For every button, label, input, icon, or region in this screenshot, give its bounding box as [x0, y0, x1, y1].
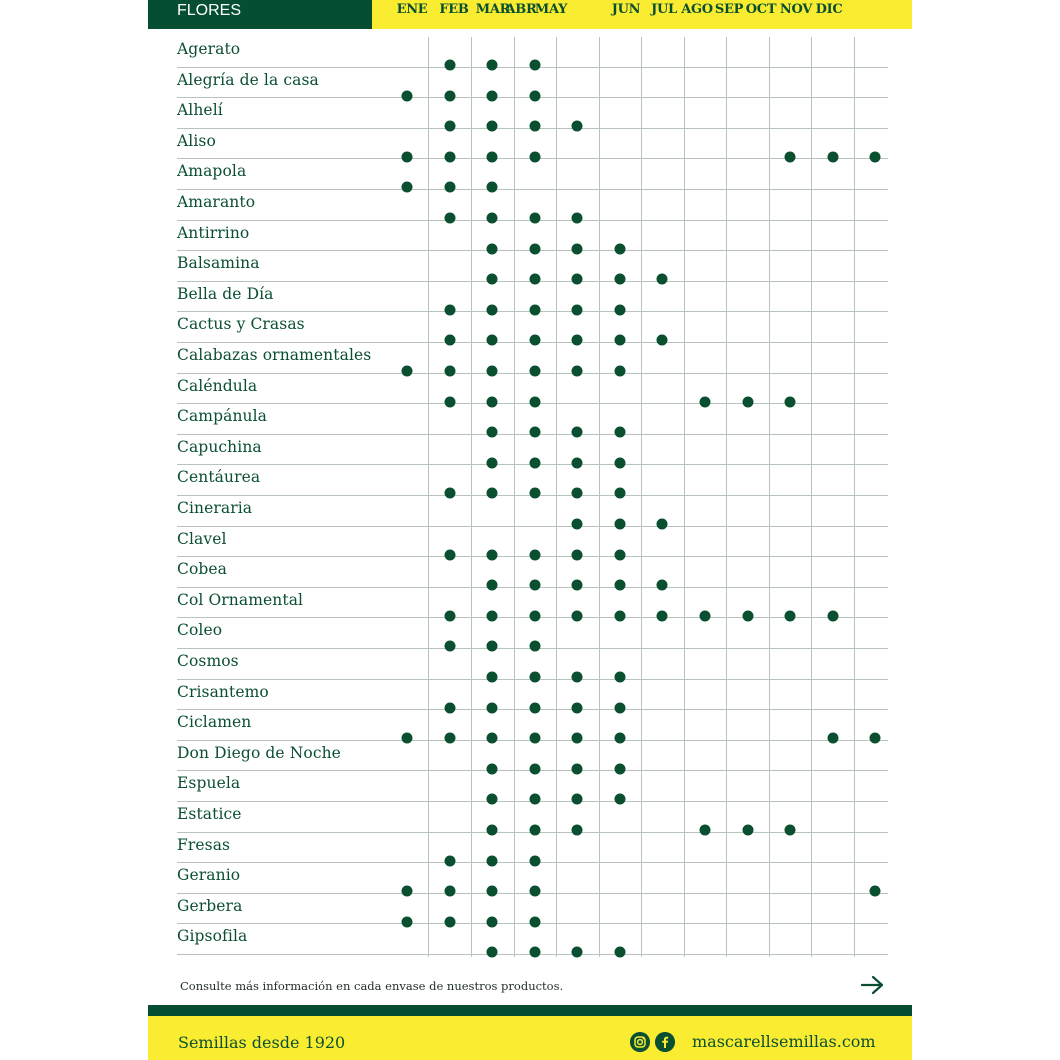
- instagram-icon[interactable]: [630, 1032, 650, 1052]
- month-label-abr: ABR: [505, 2, 537, 17]
- sowing-dot-feb: [445, 59, 456, 70]
- sowing-dot-abr: [530, 243, 541, 254]
- flower-name: Aliso: [177, 131, 216, 150]
- sowing-dot-jun: [615, 947, 626, 958]
- sowing-dot-mar: [487, 671, 498, 682]
- sowing-dot-jun: [615, 580, 626, 591]
- sowing-dot-ago: [700, 824, 711, 835]
- sowing-dot-may: [572, 549, 583, 560]
- flower-name: Calabazas ornamentales: [177, 346, 372, 364]
- sowing-dot-may: [572, 488, 583, 499]
- flower-name: Amapola: [177, 162, 247, 181]
- sowing-dot-mar: [487, 733, 498, 744]
- flower-name: Capuchina: [177, 437, 262, 456]
- sowing-dot-mar: [487, 304, 498, 315]
- sowing-calendar-sheet: [148, 0, 912, 1060]
- month-label-mar: MAR: [475, 2, 511, 17]
- sowing-dot-jun: [615, 457, 626, 468]
- flores-title: FLORES: [148, 0, 372, 29]
- sowing-dot-jun: [615, 733, 626, 744]
- sowing-dot-jun: [615, 304, 626, 315]
- sowing-dot-ene: [402, 916, 413, 927]
- sowing-dot-abr: [530, 304, 541, 315]
- sowing-dot-mar: [487, 365, 498, 376]
- sowing-dot-ago: [700, 396, 711, 407]
- sowing-dot-feb: [445, 151, 456, 162]
- sowing-dot-ene: [402, 182, 413, 193]
- sowing-dot-mar: [487, 886, 498, 897]
- flower-name: Estatice: [177, 805, 242, 823]
- sowing-dot-may: [572, 733, 583, 744]
- grid-column-line: [514, 37, 515, 957]
- sowing-dot-oct: [785, 151, 796, 162]
- sowing-dot-mar: [487, 212, 498, 223]
- sowing-dot-may: [572, 212, 583, 223]
- month-label-oct: OCT: [745, 2, 777, 17]
- sowing-dot-feb: [445, 916, 456, 927]
- month-label-jul: JUL: [651, 2, 677, 17]
- footer-divider: [148, 1005, 912, 1016]
- sowing-dot-jun: [615, 763, 626, 774]
- flower-name: Agerato: [177, 40, 241, 58]
- sowing-dot-may: [572, 671, 583, 682]
- sowing-dot-may: [572, 518, 583, 529]
- grid-column-line: [641, 37, 642, 957]
- flower-name: Cineraria: [177, 499, 253, 517]
- sowing-dot-feb: [445, 121, 456, 132]
- calendar-grid: [148, 0, 912, 1060]
- sowing-dot-mar: [487, 59, 498, 70]
- flower-name: Geranio: [177, 866, 241, 885]
- grid-column-line: [471, 37, 472, 957]
- flower-name: Cosmos: [177, 652, 239, 670]
- sowing-dot-jul: [657, 518, 668, 529]
- sowing-dot-abr: [530, 886, 541, 897]
- flower-name: Bella de Día: [177, 284, 274, 303]
- sowing-dot-oct: [785, 396, 796, 407]
- sowing-dot-abr: [530, 855, 541, 866]
- sowing-dot-abr: [530, 641, 541, 652]
- flower-name: Antirrino: [177, 223, 250, 242]
- flower-name: Amaranto: [177, 193, 256, 211]
- sowing-dot-ago: [700, 610, 711, 621]
- sowing-dot-abr: [530, 947, 541, 958]
- sowing-dot-abr: [530, 580, 541, 591]
- sowing-dot-mar: [487, 794, 498, 805]
- sowing-dot-mar: [487, 580, 498, 591]
- sowing-dot-feb: [445, 549, 456, 560]
- sowing-dot-jun: [615, 610, 626, 621]
- sowing-dot-dic: [870, 886, 881, 897]
- sowing-dot-ene: [402, 733, 413, 744]
- flower-name: Cobea: [177, 560, 228, 579]
- sowing-dot-mar: [487, 243, 498, 254]
- flower-name: Alhelí: [177, 101, 223, 120]
- flower-name: Gipsofila: [177, 927, 248, 946]
- sowing-dot-may: [572, 580, 583, 591]
- grid-column-line: [599, 37, 600, 957]
- sowing-dot-mar: [487, 641, 498, 652]
- grid-column-line: [811, 37, 812, 957]
- sowing-dot-mar: [487, 396, 498, 407]
- sowing-dot-mar: [487, 947, 498, 958]
- sowing-dot-feb: [445, 641, 456, 652]
- sowing-dot-abr: [530, 824, 541, 835]
- sowing-dot-abr: [530, 365, 541, 376]
- sowing-dot-ene: [402, 365, 413, 376]
- sowing-dot-dic: [870, 151, 881, 162]
- sowing-dot-may: [572, 121, 583, 132]
- flower-name: Don Diego de Noche: [177, 743, 341, 762]
- flower-name: Centáurea: [177, 468, 261, 487]
- sowing-dot-abr: [530, 151, 541, 162]
- flower-name: Gerbera: [177, 896, 243, 915]
- sowing-dot-abr: [530, 427, 541, 438]
- sowing-dot-ene: [402, 886, 413, 897]
- sowing-dot-jun: [615, 335, 626, 346]
- sowing-dot-mar: [487, 824, 498, 835]
- grid-column-line: [726, 37, 727, 957]
- arrow-right-icon[interactable]: [860, 974, 886, 996]
- flower-name: Caléndula: [177, 376, 258, 395]
- sowing-dot-mar: [487, 488, 498, 499]
- sowing-dot-abr: [530, 335, 541, 346]
- month-label-feb: FEB: [439, 2, 469, 17]
- sowing-dot-abr: [530, 794, 541, 805]
- sowing-dot-feb: [445, 396, 456, 407]
- grid-column-line: [684, 37, 685, 957]
- sowing-dot-jun: [615, 518, 626, 529]
- sowing-dot-may: [572, 335, 583, 346]
- sowing-dot-feb: [445, 304, 456, 315]
- sowing-dot-mar: [487, 549, 498, 560]
- sowing-dot-mar: [487, 457, 498, 468]
- flower-name: Balsamina: [177, 254, 260, 273]
- sowing-dot-dic: [870, 733, 881, 744]
- month-label-sep: SEP: [714, 2, 744, 17]
- sowing-dot-may: [572, 702, 583, 713]
- sowing-dot-mar: [487, 182, 498, 193]
- grid-column-line: [854, 37, 855, 957]
- sowing-dot-jun: [615, 365, 626, 376]
- sowing-dot-may: [572, 304, 583, 315]
- sowing-dot-sep: [743, 824, 754, 835]
- sowing-dot-feb: [445, 335, 456, 346]
- sowing-dot-abr: [530, 671, 541, 682]
- sowing-dot-abr: [530, 702, 541, 713]
- sowing-dot-feb: [445, 855, 456, 866]
- sowing-dot-may: [572, 794, 583, 805]
- sowing-dot-jun: [615, 794, 626, 805]
- sowing-dot-may: [572, 427, 583, 438]
- footer-slogan: Semillas desde 1920: [178, 1033, 346, 1052]
- sowing-dot-nov: [828, 151, 839, 162]
- sowing-dot-jul: [657, 335, 668, 346]
- sowing-dot-jun: [615, 427, 626, 438]
- sowing-dot-jun: [615, 702, 626, 713]
- grid-column-line: [428, 37, 429, 957]
- grid-column-line: [556, 37, 557, 957]
- sowing-dot-abr: [530, 916, 541, 927]
- sowing-dot-jul: [657, 274, 668, 285]
- sowing-dot-mar: [487, 610, 498, 621]
- sowing-dot-feb: [445, 365, 456, 376]
- flower-name: Fresas: [177, 835, 231, 854]
- sowing-dot-mar: [487, 855, 498, 866]
- sowing-dot-nov: [828, 610, 839, 621]
- sowing-dot-may: [572, 457, 583, 468]
- sowing-dot-abr: [530, 457, 541, 468]
- month-label-nov: NOV: [779, 2, 813, 17]
- sowing-dot-feb: [445, 182, 456, 193]
- sowing-dot-mar: [487, 763, 498, 774]
- sowing-dot-mar: [487, 151, 498, 162]
- website-link[interactable]: mascarellsemillas.com: [692, 1032, 876, 1051]
- sowing-dot-feb: [445, 886, 456, 897]
- sowing-dot-abr: [530, 733, 541, 744]
- sowing-dot-ene: [402, 151, 413, 162]
- flower-name: Cactus y Crasas: [177, 315, 305, 334]
- sowing-dot-may: [572, 947, 583, 958]
- sowing-dot-mar: [487, 90, 498, 101]
- flower-name: Espuela: [177, 774, 241, 793]
- flower-name: Coleo: [177, 621, 223, 640]
- sowing-dot-ene: [402, 90, 413, 101]
- month-label-may: MAY: [534, 2, 568, 17]
- sowing-dot-may: [572, 824, 583, 835]
- sowing-dot-abr: [530, 212, 541, 223]
- sowing-dot-mar: [487, 916, 498, 927]
- sowing-dot-sep: [743, 610, 754, 621]
- month-label-ene: ENE: [396, 2, 428, 17]
- flower-name: Ciclamen: [177, 713, 252, 732]
- sowing-dot-abr: [530, 121, 541, 132]
- sowing-dot-may: [572, 243, 583, 254]
- sowing-dot-jul: [657, 610, 668, 621]
- sowing-dot-feb: [445, 488, 456, 499]
- sowing-dot-may: [572, 610, 583, 621]
- sowing-dot-abr: [530, 59, 541, 70]
- sowing-dot-feb: [445, 733, 456, 744]
- sowing-dot-feb: [445, 702, 456, 713]
- sowing-dot-abr: [530, 396, 541, 407]
- sowing-dot-feb: [445, 90, 456, 101]
- facebook-icon[interactable]: [655, 1032, 675, 1052]
- month-label-dic: DIC: [815, 2, 843, 17]
- sowing-dot-oct: [785, 610, 796, 621]
- flower-name: Col Ornamental: [177, 590, 304, 609]
- sowing-dot-jun: [615, 671, 626, 682]
- info-note: Consulte más información en cada envase de nuestros productos.: [180, 979, 564, 993]
- sowing-dot-jun: [615, 488, 626, 499]
- sowing-dot-jun: [615, 243, 626, 254]
- sowing-dot-jun: [615, 274, 626, 285]
- sowing-dot-abr: [530, 488, 541, 499]
- sowing-dot-abr: [530, 274, 541, 285]
- sowing-dot-mar: [487, 427, 498, 438]
- grid-row-line: [177, 526, 888, 527]
- sowing-dot-feb: [445, 610, 456, 621]
- sowing-dot-mar: [487, 121, 498, 132]
- sowing-dot-jul: [657, 580, 668, 591]
- month-label-ago: AGO: [681, 2, 713, 17]
- flower-name: Clavel: [177, 529, 227, 548]
- sowing-dot-mar: [487, 335, 498, 346]
- sowing-dot-mar: [487, 274, 498, 285]
- sowing-dot-jun: [615, 549, 626, 560]
- sowing-dot-may: [572, 763, 583, 774]
- grid-row-line: [177, 189, 888, 190]
- flower-name: Alegría de la casa: [177, 70, 319, 89]
- sowing-dot-nov: [828, 733, 839, 744]
- sowing-dot-abr: [530, 90, 541, 101]
- grid-column-line: [769, 37, 770, 957]
- flower-name: Campánula: [177, 407, 268, 426]
- sowing-dot-oct: [785, 824, 796, 835]
- sowing-dot-abr: [530, 763, 541, 774]
- flower-name: Crisantemo: [177, 682, 269, 701]
- sowing-dot-sep: [743, 396, 754, 407]
- sowing-dot-abr: [530, 549, 541, 560]
- sowing-dot-mar: [487, 702, 498, 713]
- sowing-dot-may: [572, 274, 583, 285]
- month-label-jun: JUN: [611, 2, 641, 17]
- sowing-dot-feb: [445, 212, 456, 223]
- sowing-dot-abr: [530, 610, 541, 621]
- sowing-dot-may: [572, 365, 583, 376]
